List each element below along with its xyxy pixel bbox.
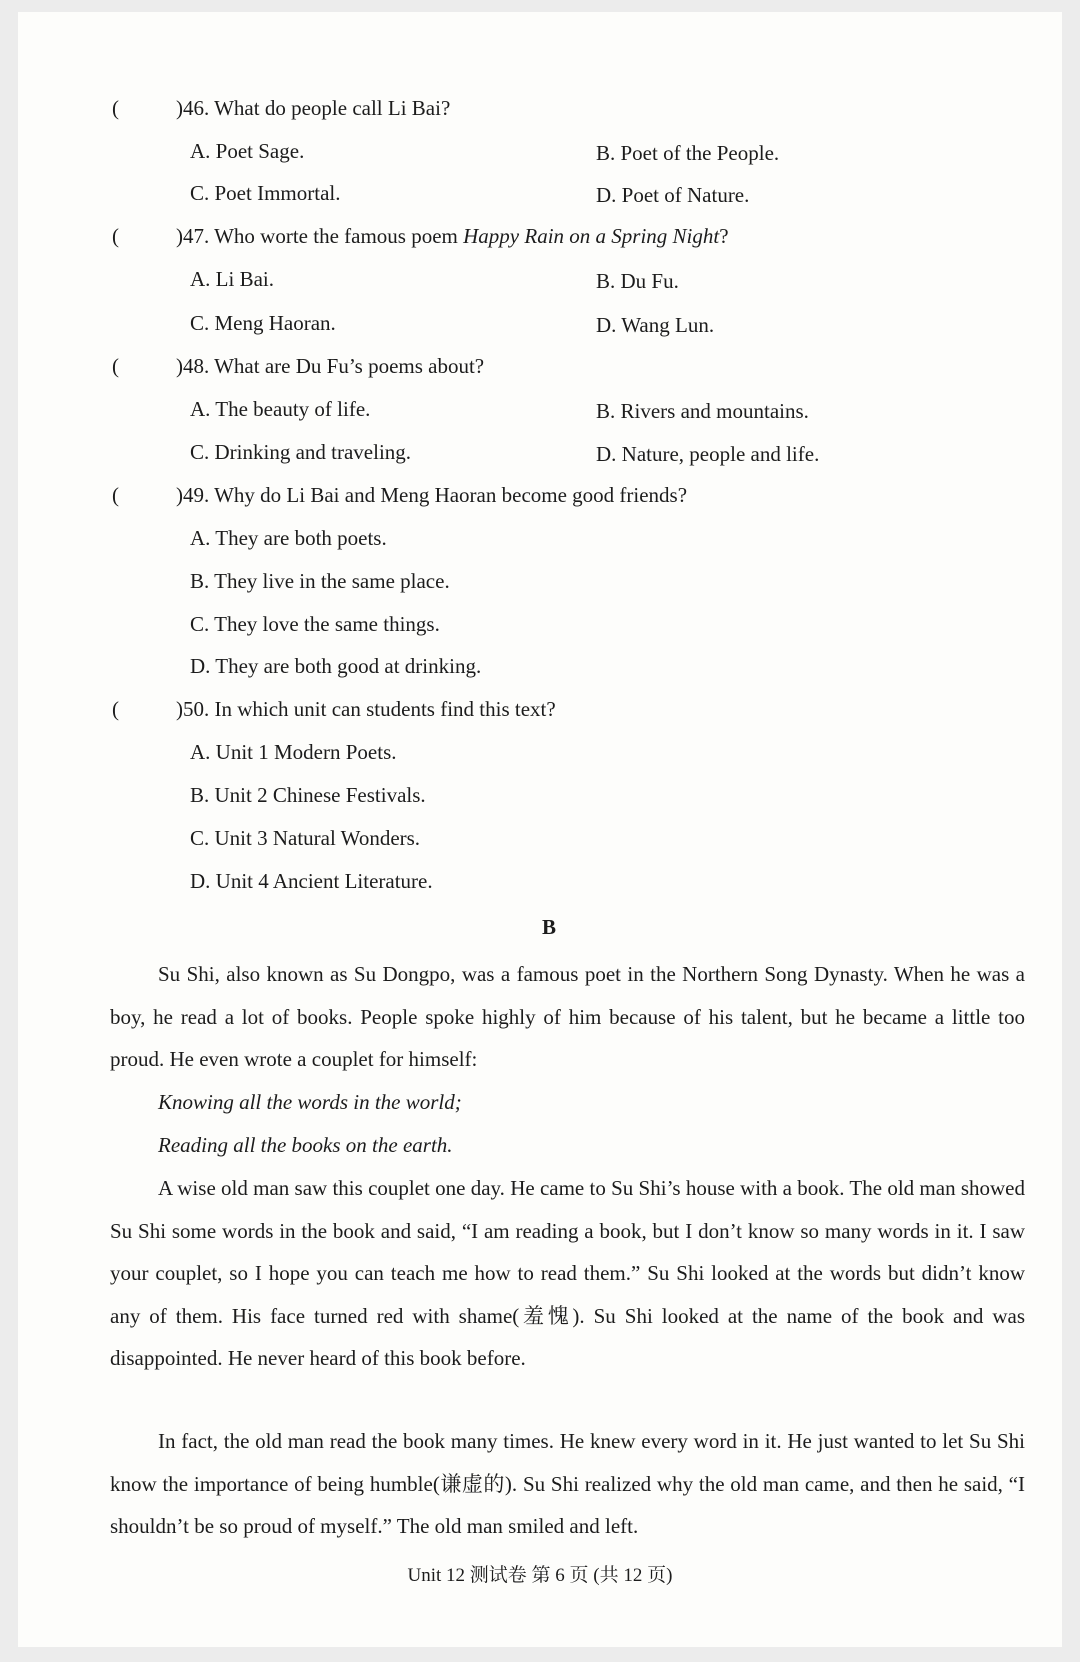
q48-option-c: C. Drinking and traveling. [190,440,412,464]
exam-page [18,12,1062,1647]
question-50-stem: )50. In which unit can students find this text? [176,697,556,721]
q50-option-a: A. Unit 1 Modern Poets. [190,740,397,764]
q50-option-c: C. Unit 3 Natural Wonders. [190,826,421,850]
q49-option-b: B. They live in the same place. [190,569,450,593]
answer-paren-46: ( [112,96,119,120]
answer-paren-47: ( [112,224,119,248]
q46-option-a: A. Poet Sage. [190,139,305,163]
q48-option-a: A. The beauty of life. [190,397,371,421]
passage-paragraph-3: In fact, the old man read the book many times. He knew every word in it. He just wanted to let Su Shi know the importance of being humble(谦虚的). Su Shi realized why the old man came, and then he said, “I shouldn’t be so proud of myself.” The old man smiled and left. [110,1429,1025,1538]
section-heading: B [542,915,557,939]
q50-option-b: B. Unit 2 Chinese Festivals. [190,783,426,807]
couplet-line-2: Reading all the books on the earth. [158,1133,453,1157]
question-47-stem-post: ? [719,224,729,248]
q47-option-b: B. Du Fu. [596,269,679,293]
passage-paragraph-2: A wise old man saw this couplet one day. He came to Su Shi’s house with a book. The old man showed Su Shi some words in the book and said, “I am reading a book, but I don’t know so many words in it. I saw your couplet, so I hope you can teach me how to read them.” Su Shi looked at the words but didn’t know any of them. His face turned red with shame(羞愧). Su Shi looked at the name of the book and was disappointed. He never heard of this book before. [110,1176,1025,1370]
passage-paragraph-1: Su Shi, also known as Su Dongpo, was a famous poet in the Northern Song Dynasty. When he was a boy, he read a lot of books. People spoke highly of him because of his talent, but he became a little too proud. He even wrote a couplet for himself: [110,962,1025,1071]
q46-option-d: D. Poet of Nature. [596,183,750,207]
couplet-line-1: Knowing all the words in the world; [158,1090,462,1114]
q48-option-b: B. Rivers and mountains. [596,399,809,423]
answer-paren-50: ( [112,697,119,721]
q50-option-d: D. Unit 4 Ancient Literature. [190,869,433,893]
question-46-stem: )46. What do people call Li Bai? [176,96,451,120]
page-footer: Unit 12 测试卷 第 6 页 (共 12 页) [407,1565,673,1586]
q46-option-c: C. Poet Immortal. [190,181,341,205]
q47-option-c: C. Meng Haoran. [190,311,336,335]
q48-option-d: D. Nature, people and life. [596,442,820,466]
poem-title: Happy Rain on a Spring Night [463,224,720,248]
answer-paren-48: ( [112,354,119,378]
question-49-stem: )49. Why do Li Bai and Meng Haoran become good friends? [176,483,688,507]
answer-paren-49: ( [112,483,119,507]
q47-option-d: D. Wang Lun. [596,313,715,337]
q47-option-a: A. Li Bai. [190,267,274,291]
q49-option-c: C. They love the same things. [190,612,440,636]
q46-option-b: B. Poet of the People. [596,141,780,165]
question-47-stem-pre: )47. Who worte the famous poem [176,224,464,248]
q49-option-a: A. They are both poets. [190,526,387,550]
question-47-stem [176,224,729,249]
q49-option-d: D. They are both good at drinking. [190,654,482,678]
question-48-stem: )48. What are Du Fu’s poems about? [176,354,485,378]
